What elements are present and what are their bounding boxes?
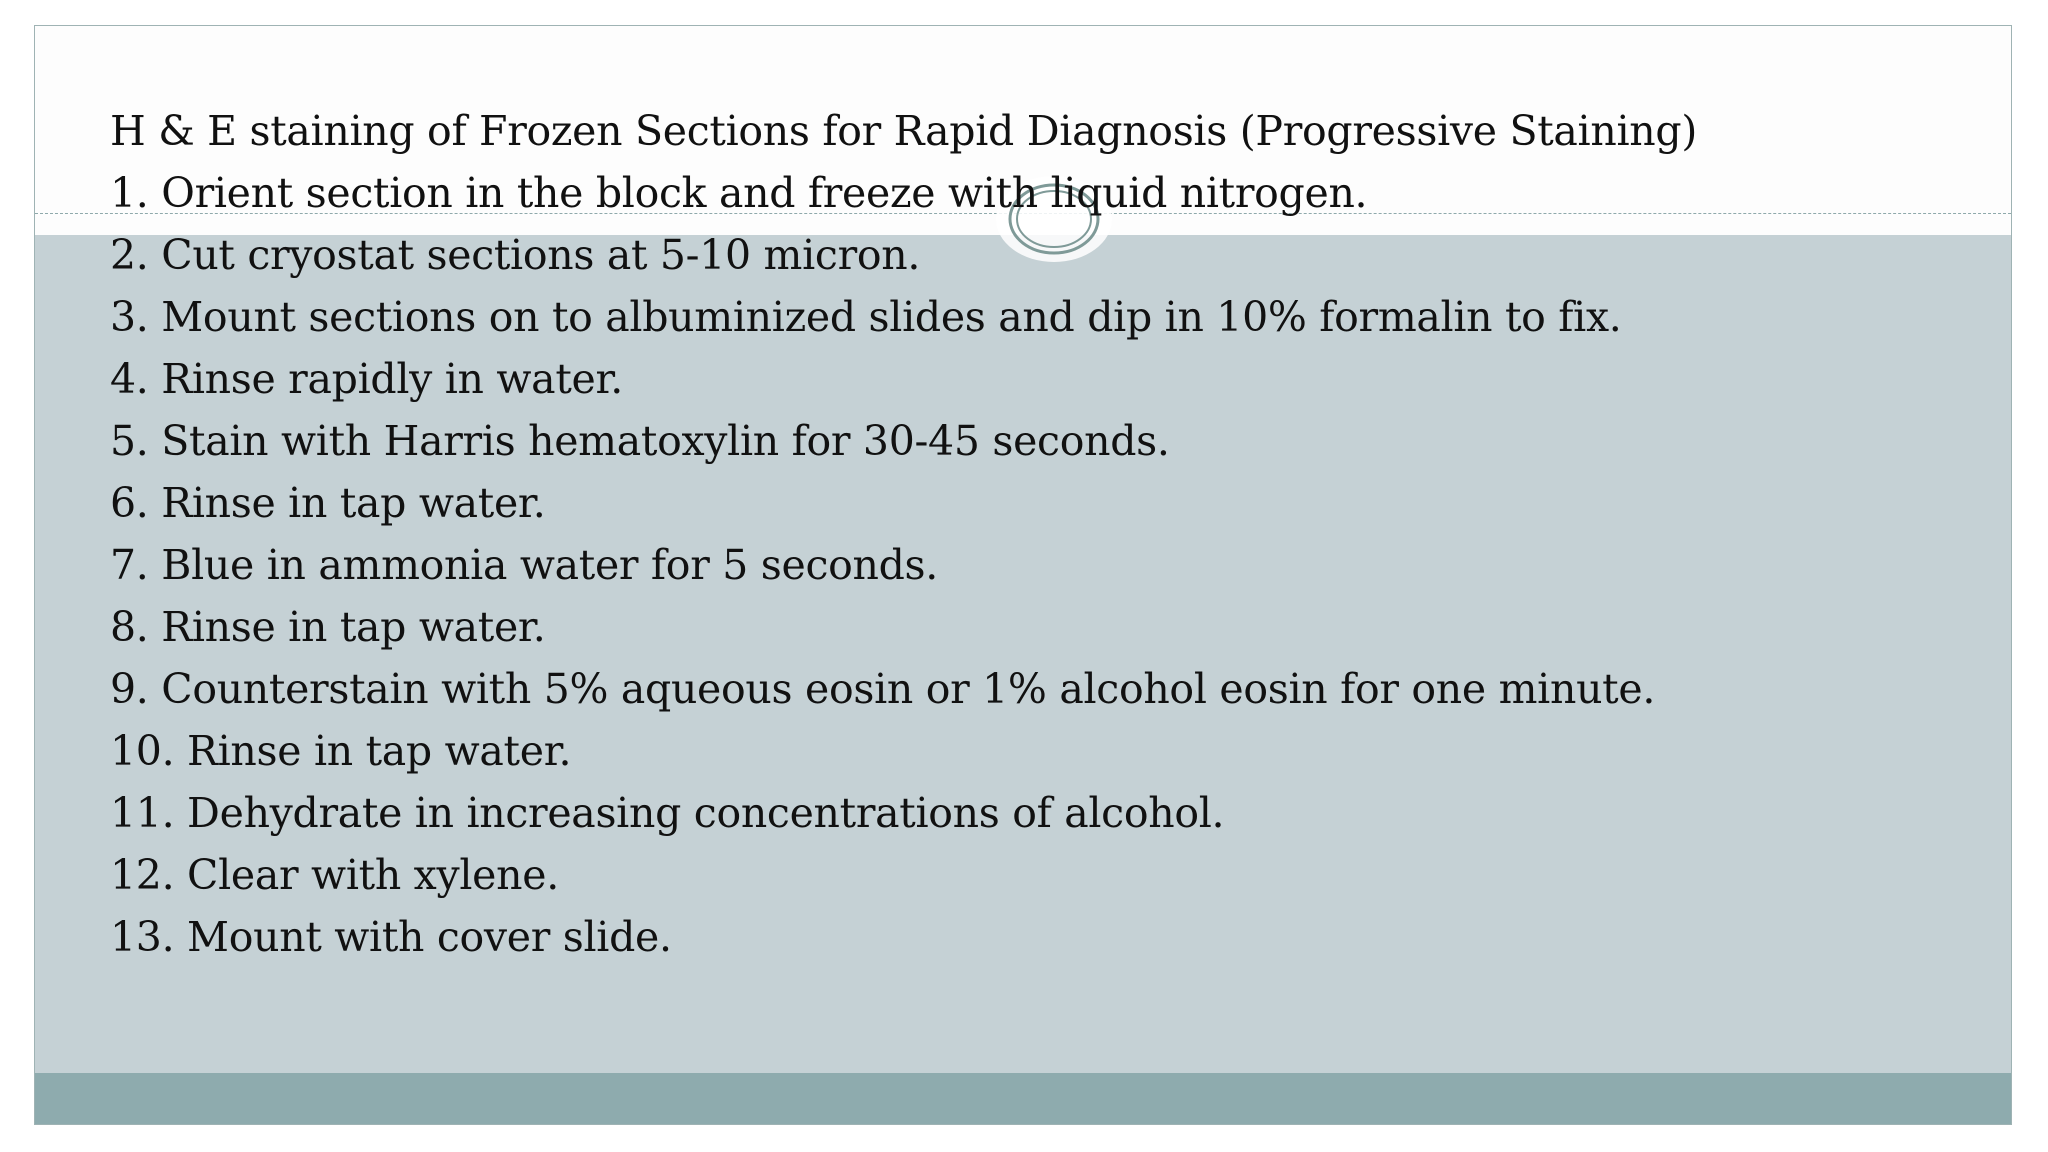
- slide-footer-band: [35, 1073, 2011, 1125]
- step-item: 4. Rinse rapidly in water.: [110, 355, 623, 403]
- step-item: 3. Mount sections on to albuminized slides and dip in 10% formalin to fix.: [110, 293, 1622, 341]
- step-item: 8. Rinse in tap water.: [110, 603, 546, 651]
- step-item: 5. Stain with Harris hematoxylin for 30-45 seconds.: [110, 417, 1170, 465]
- slide-title: H & E staining of Frozen Sections for Rapid Diagnosis (Progressive Staining): [110, 107, 1698, 155]
- step-item: 7. Blue in ammonia water for 5 seconds.: [110, 541, 939, 589]
- step-item: 1. Orient section in the block and freeze with liquid nitrogen.: [110, 169, 1368, 217]
- slide-content: [110, 100, 1910, 968]
- step-item: 10. Rinse in tap water.: [110, 727, 572, 775]
- step-item: 12. Clear with xylene.: [110, 851, 559, 899]
- step-item: 6. Rinse in tap water.: [110, 479, 546, 527]
- step-item: 13. Mount with cover slide.: [110, 913, 672, 961]
- step-item: 2. Cut cryostat sections at 5-10 micron.: [110, 231, 921, 279]
- step-item: 9. Counterstain with 5% aqueous eosin or 1% alcohol eosin for one minute.: [110, 665, 1656, 713]
- step-item: 11. Dehydrate in increasing concentrations of alcohol.: [110, 789, 1225, 837]
